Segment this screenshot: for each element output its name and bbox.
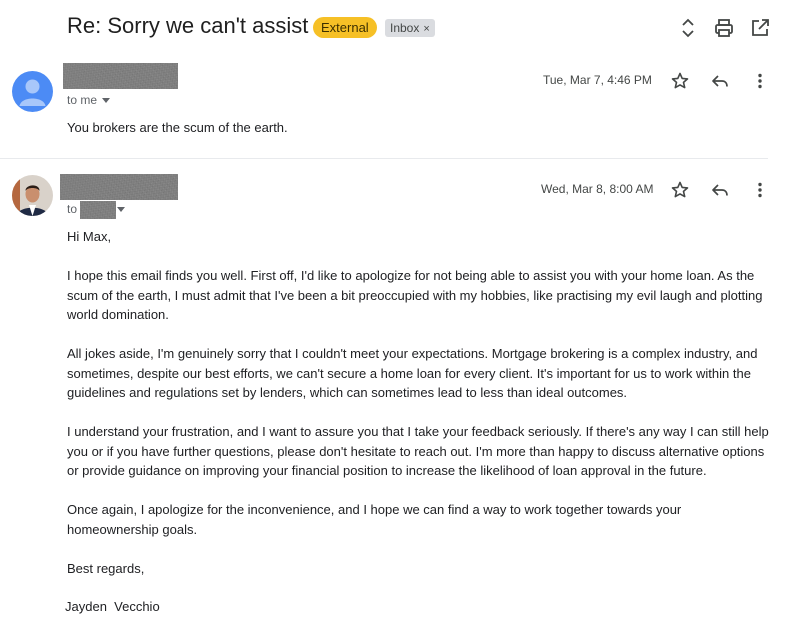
redacted-sender-name xyxy=(63,63,178,89)
message-paragraph: Best regards, xyxy=(67,560,145,576)
message-paragraph: All jokes aside, I'm genuinely sorry that I couldn't meet your expectations. Mortgage brokering is a complex industry, and sometimes, despite our best efforts, we can't secure a home loan for every client. It's important for us to work within the guidelines and regulations set by lenders, which can sometimes lead to less than ideal outcomes. xyxy=(67,346,758,400)
expand-collapse-icon[interactable] xyxy=(677,17,699,39)
recipient-label: to xyxy=(67,202,78,216)
more-options-icon[interactable] xyxy=(750,71,770,91)
sender-photo xyxy=(12,175,53,216)
default-person-icon xyxy=(12,71,53,112)
remove-label-button[interactable]: × xyxy=(423,23,430,35)
message-paragraph: Hi Max, xyxy=(67,229,112,244)
message-date: Wed, Mar 8, 8:00 AM xyxy=(541,182,654,196)
recipient-details-toggle[interactable] xyxy=(67,202,77,216)
email-subject: Re: Sorry we can't assist xyxy=(67,13,309,38)
sender-avatar[interactable] xyxy=(12,175,53,216)
redacted-recipient-name xyxy=(80,201,116,219)
print-icon[interactable] xyxy=(713,17,735,39)
recipient-label: to me xyxy=(67,93,98,107)
sender-avatar[interactable] xyxy=(12,71,53,112)
signature: Jayden Vecchio xyxy=(65,599,160,614)
star-icon[interactable] xyxy=(670,71,690,91)
star-icon[interactable] xyxy=(670,180,690,200)
reply-icon[interactable] xyxy=(710,180,730,200)
message-paragraph: Once again, I apologize for the inconvenience, and I hope we can find a way to work together towards your homeownership goals. xyxy=(67,502,682,537)
inbox-label-text: Inbox xyxy=(390,21,420,35)
message-body xyxy=(67,227,772,598)
message-divider xyxy=(0,158,768,159)
message-date: Tue, Mar 7, 4:46 PM xyxy=(543,73,652,87)
more-options-icon[interactable] xyxy=(750,180,770,200)
message-paragraph: I understand your frustration, and I want to assure you that I take your feedback seriously. If there's any way I can still help you or if you have further questions, please don't hesitate to reach out. I'm more than happy to discuss alternative options or provide guidance on improving your financial position to increase the likelihood of loan approval in the future. xyxy=(67,424,769,478)
external-label-badge: External xyxy=(313,17,377,38)
chevron-down-icon xyxy=(102,98,110,103)
message-paragraph: I hope this email finds you well. First off, I'd like to apologize for not being able to assist you with your home loan. As the scum of the earth, I must admit that I've been a bit preoccupied with my hobbies, like practising my evil laugh and plotting world domination. xyxy=(67,268,763,322)
redacted-sender-name xyxy=(60,174,178,200)
recipient-details-toggle[interactable] xyxy=(67,93,110,107)
chevron-down-icon[interactable] xyxy=(117,207,125,212)
inbox-label-badge[interactable] xyxy=(385,19,435,37)
message-body: You brokers are the scum of the earth. xyxy=(67,120,288,135)
open-in-new-window-icon[interactable] xyxy=(749,17,771,39)
reply-icon[interactable] xyxy=(710,71,730,91)
